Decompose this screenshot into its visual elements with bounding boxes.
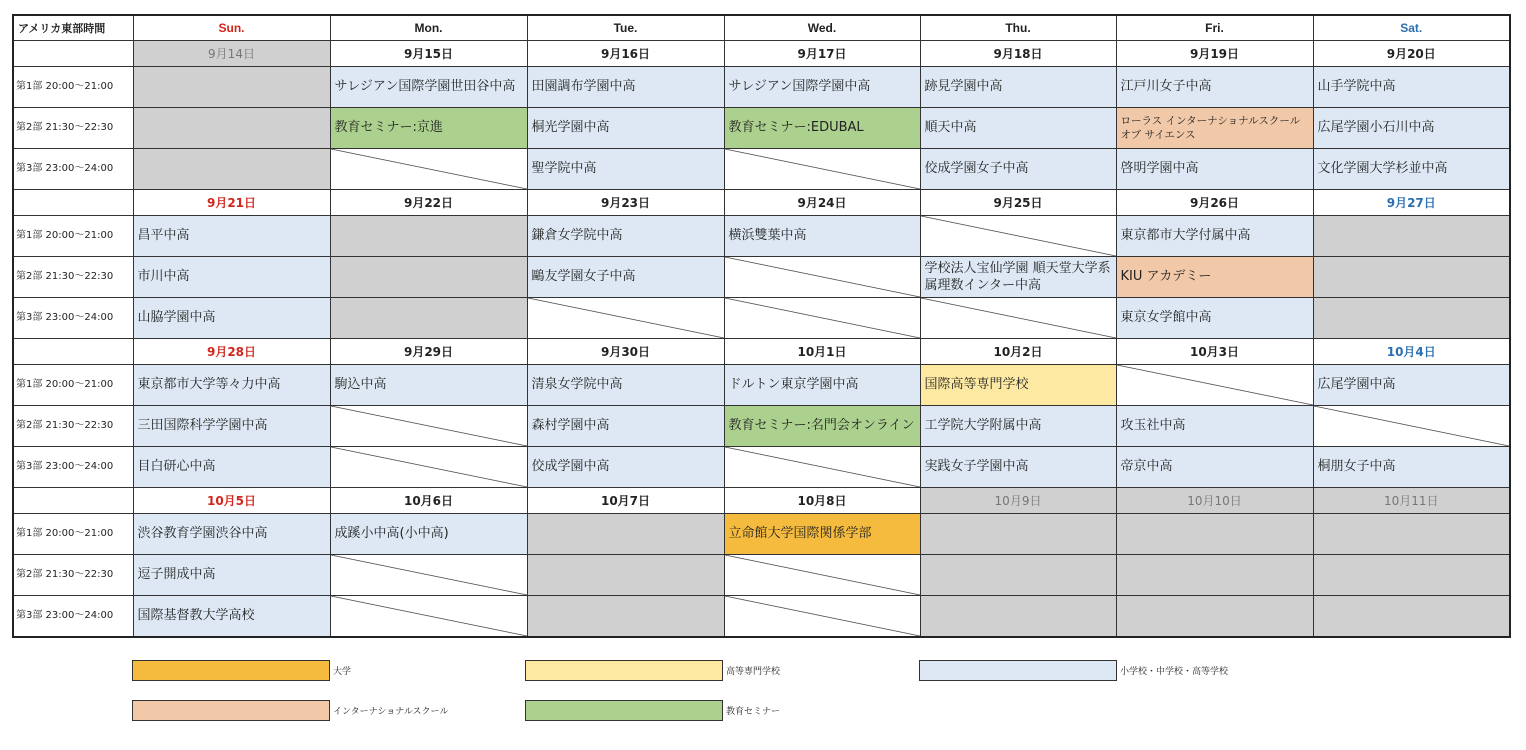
date-cell: 10月9日 [920, 487, 1116, 513]
date-cell: 10月2日 [920, 338, 1116, 364]
time-slot-row [13, 256, 1510, 297]
day-header-wed: Wed. [724, 15, 920, 40]
time-slot-label: 第2部 21:30～22:30 [13, 405, 133, 446]
date-cell: 10月11日 [1313, 487, 1510, 513]
unavailable-slot-cell [1116, 595, 1313, 637]
date-row [13, 487, 1510, 513]
time-slot-row [13, 215, 1510, 256]
unavailable-slot-cell [527, 595, 724, 637]
event-cell: 広尾学園中高 [1313, 364, 1510, 405]
event-cell: 山脇学園中高 [133, 297, 330, 338]
date-row [13, 40, 1510, 66]
time-slot-row [13, 595, 1510, 637]
empty-slot-cell [724, 595, 920, 637]
date-row [13, 189, 1510, 215]
legend-label-education-seminar: 教育セミナー [726, 707, 781, 717]
time-slot-row [13, 364, 1510, 405]
event-cell: 実践女子学園中高 [920, 446, 1116, 487]
date-cell: 10月8日 [724, 487, 920, 513]
date-cell: 9月30日 [527, 338, 724, 364]
event-cell: 帝京中高 [1116, 446, 1313, 487]
event-cell: 田園調布学園中高 [527, 66, 724, 107]
event-cell: 工学院大学附属中高 [920, 405, 1116, 446]
event-cell: 横浜雙葉中高 [724, 215, 920, 256]
schedule-body [13, 40, 1510, 637]
empty-slot-cell [527, 297, 724, 338]
day-header-sat: Sat. [1313, 15, 1510, 40]
timezone-header: アメリカ東部時間 [13, 15, 133, 40]
unavailable-slot-cell [1313, 297, 1510, 338]
empty-slot-cell [920, 215, 1116, 256]
empty-slot-cell [724, 554, 920, 595]
event-cell: 佼成学園女子中高 [920, 148, 1116, 189]
date-cell: 10月1日 [724, 338, 920, 364]
date-cell: 9月23日 [527, 189, 724, 215]
unavailable-slot-cell [330, 256, 527, 297]
date-cell: 9月25日 [920, 189, 1116, 215]
date-cell: 9月15日 [330, 40, 527, 66]
event-cell: 佼成学園中高 [527, 446, 724, 487]
event-cell: 跡見学園中高 [920, 66, 1116, 107]
date-cell: 9月27日 [1313, 189, 1510, 215]
event-cell: 成蹊小中高(小中高) [330, 513, 527, 554]
event-cell: 鎌倉女学院中高 [527, 215, 724, 256]
time-slot-label: 第3部 23:00～24:00 [13, 595, 133, 637]
event-cell: 学校法人宝仙学園 順天堂大学系属理数インター中高 [920, 256, 1116, 297]
event-cell: 順天中高 [920, 107, 1116, 148]
time-slot-label: 第2部 21:30～22:30 [13, 256, 133, 297]
event-cell: ローラス インターナショナルスクール オブ サイエンス [1116, 107, 1313, 148]
date-cell: 10月6日 [330, 487, 527, 513]
event-cell: 国際高等専門学校 [920, 364, 1116, 405]
event-cell: サレジアン国際学園中高 [724, 66, 920, 107]
time-slot-row [13, 405, 1510, 446]
date-cell: 9月21日 [133, 189, 330, 215]
date-row-label-cell [13, 40, 133, 66]
event-cell: 山手学院中高 [1313, 66, 1510, 107]
event-cell: 桐光学園中高 [527, 107, 724, 148]
date-row-label-cell [13, 338, 133, 364]
time-slot-label: 第1部 20:00～21:00 [13, 215, 133, 256]
empty-slot-cell [724, 256, 920, 297]
event-cell: 東京都市大学等々力中高 [133, 364, 330, 405]
event-cell: 逗子開成中高 [133, 554, 330, 595]
event-cell: 立命館大学国際関係学部 [724, 513, 920, 554]
time-slot-row [13, 297, 1510, 338]
day-header-sun: Sun. [133, 15, 330, 40]
date-cell: 9月28日 [133, 338, 330, 364]
event-cell: 森村学園中高 [527, 405, 724, 446]
event-cell: サレジアン国際学園世田谷中高 [330, 66, 527, 107]
legend-label-technical-college: 高等専門学校 [726, 667, 781, 677]
unavailable-slot-cell [1116, 513, 1313, 554]
unavailable-slot-cell [1313, 595, 1510, 637]
date-cell: 9月18日 [920, 40, 1116, 66]
weekday-header-row [13, 15, 1510, 40]
unavailable-slot-cell [1313, 256, 1510, 297]
event-cell: 鷗友学園女子中高 [527, 256, 724, 297]
event-cell: 文化学園大学杉並中高 [1313, 148, 1510, 189]
event-cell: 聖学院中高 [527, 148, 724, 189]
event-cell: ドルトン東京学園中高 [724, 364, 920, 405]
event-cell: 教育セミナー:名門会オンライン [724, 405, 920, 446]
time-slot-row [13, 148, 1510, 189]
day-header-fri: Fri. [1116, 15, 1313, 40]
event-cell: 東京女学館中高 [1116, 297, 1313, 338]
event-cell: 市川中高 [133, 256, 330, 297]
event-cell: 教育セミナー:京進 [330, 107, 527, 148]
unavailable-slot-cell [133, 148, 330, 189]
empty-slot-cell [330, 446, 527, 487]
empty-slot-cell [724, 148, 920, 189]
unavailable-slot-cell [133, 107, 330, 148]
legend-label-international-school: インターナショナルスクール [333, 707, 449, 717]
time-slot-label: 第2部 21:30～22:30 [13, 554, 133, 595]
date-cell: 9月17日 [724, 40, 920, 66]
unavailable-slot-cell [920, 513, 1116, 554]
unavailable-slot-cell [1116, 554, 1313, 595]
unavailable-slot-cell [920, 554, 1116, 595]
time-slot-label: 第3部 23:00～24:00 [13, 297, 133, 338]
empty-slot-cell [724, 297, 920, 338]
unavailable-slot-cell [133, 66, 330, 107]
time-slot-label: 第1部 20:00～21:00 [13, 513, 133, 554]
day-header-mon: Mon. [330, 15, 527, 40]
event-cell: 桐朋女子中高 [1313, 446, 1510, 487]
unavailable-slot-cell [1313, 513, 1510, 554]
time-slot-label: 第1部 20:00～21:00 [13, 66, 133, 107]
time-slot-row [13, 107, 1510, 148]
empty-slot-cell [724, 446, 920, 487]
date-cell: 10月10日 [1116, 487, 1313, 513]
time-slot-label: 第1部 20:00～21:00 [13, 364, 133, 405]
legend-swatch-k12-school [919, 660, 1117, 681]
event-cell: 清泉女学院中高 [527, 364, 724, 405]
time-slot-row [13, 446, 1510, 487]
unavailable-slot-cell [1313, 554, 1510, 595]
event-cell: 国際基督教大学高校 [133, 595, 330, 637]
day-header-tue: Tue. [527, 15, 724, 40]
empty-slot-cell [330, 148, 527, 189]
unavailable-slot-cell [1313, 215, 1510, 256]
date-cell: 9月24日 [724, 189, 920, 215]
date-cell: 10月3日 [1116, 338, 1313, 364]
date-cell: 9月22日 [330, 189, 527, 215]
unavailable-slot-cell [527, 513, 724, 554]
event-cell: 駒込中高 [330, 364, 527, 405]
date-cell: 9月16日 [527, 40, 724, 66]
time-slot-label: 第3部 23:00～24:00 [13, 148, 133, 189]
event-cell: 東京都市大学付属中高 [1116, 215, 1313, 256]
date-cell: 9月19日 [1116, 40, 1313, 66]
time-slot-row [13, 554, 1510, 595]
event-cell: 目白研心中高 [133, 446, 330, 487]
date-cell: 10月4日 [1313, 338, 1510, 364]
schedule-table [12, 14, 1511, 638]
date-cell: 9月20日 [1313, 40, 1510, 66]
empty-slot-cell [330, 405, 527, 446]
date-cell: 10月5日 [133, 487, 330, 513]
date-cell: 9月14日 [133, 40, 330, 66]
unavailable-slot-cell [920, 595, 1116, 637]
legend-swatch-technical-college [525, 660, 723, 681]
time-slot-label: 第2部 21:30～22:30 [13, 107, 133, 148]
event-cell: 渋谷教育学園渋谷中高 [133, 513, 330, 554]
legend-label-k12-school: 小学校・中学校・高等学校 [1120, 667, 1229, 677]
event-cell: 江戸川女子中高 [1116, 66, 1313, 107]
legend-swatch-education-seminar [525, 700, 723, 721]
time-slot-row [13, 66, 1510, 107]
date-cell: 10月7日 [527, 487, 724, 513]
unavailable-slot-cell [330, 215, 527, 256]
event-cell: 教育セミナー:EDUBAL [724, 107, 920, 148]
unavailable-slot-cell [330, 297, 527, 338]
date-row-label-cell [13, 189, 133, 215]
date-row-label-cell [13, 487, 133, 513]
empty-slot-cell [330, 595, 527, 637]
time-slot-row [13, 513, 1510, 554]
legend-label-university: 大学 [333, 667, 352, 677]
unavailable-slot-cell [527, 554, 724, 595]
legend-swatch-international-school [132, 700, 330, 721]
event-cell: 広尾学園小石川中高 [1313, 107, 1510, 148]
day-header-thu: Thu. [920, 15, 1116, 40]
legend-swatch-university [132, 660, 330, 681]
empty-slot-cell [920, 297, 1116, 338]
time-slot-label: 第3部 23:00～24:00 [13, 446, 133, 487]
empty-slot-cell [1313, 405, 1510, 446]
event-cell: 啓明学園中高 [1116, 148, 1313, 189]
date-row [13, 338, 1510, 364]
event-cell: 攻玉社中高 [1116, 405, 1313, 446]
empty-slot-cell [330, 554, 527, 595]
event-cell: 三田国際科学学園中高 [133, 405, 330, 446]
date-cell: 9月29日 [330, 338, 527, 364]
event-cell: KIU アカデミー [1116, 256, 1313, 297]
date-cell: 9月26日 [1116, 189, 1313, 215]
event-cell: 昌平中高 [133, 215, 330, 256]
empty-slot-cell [1116, 364, 1313, 405]
